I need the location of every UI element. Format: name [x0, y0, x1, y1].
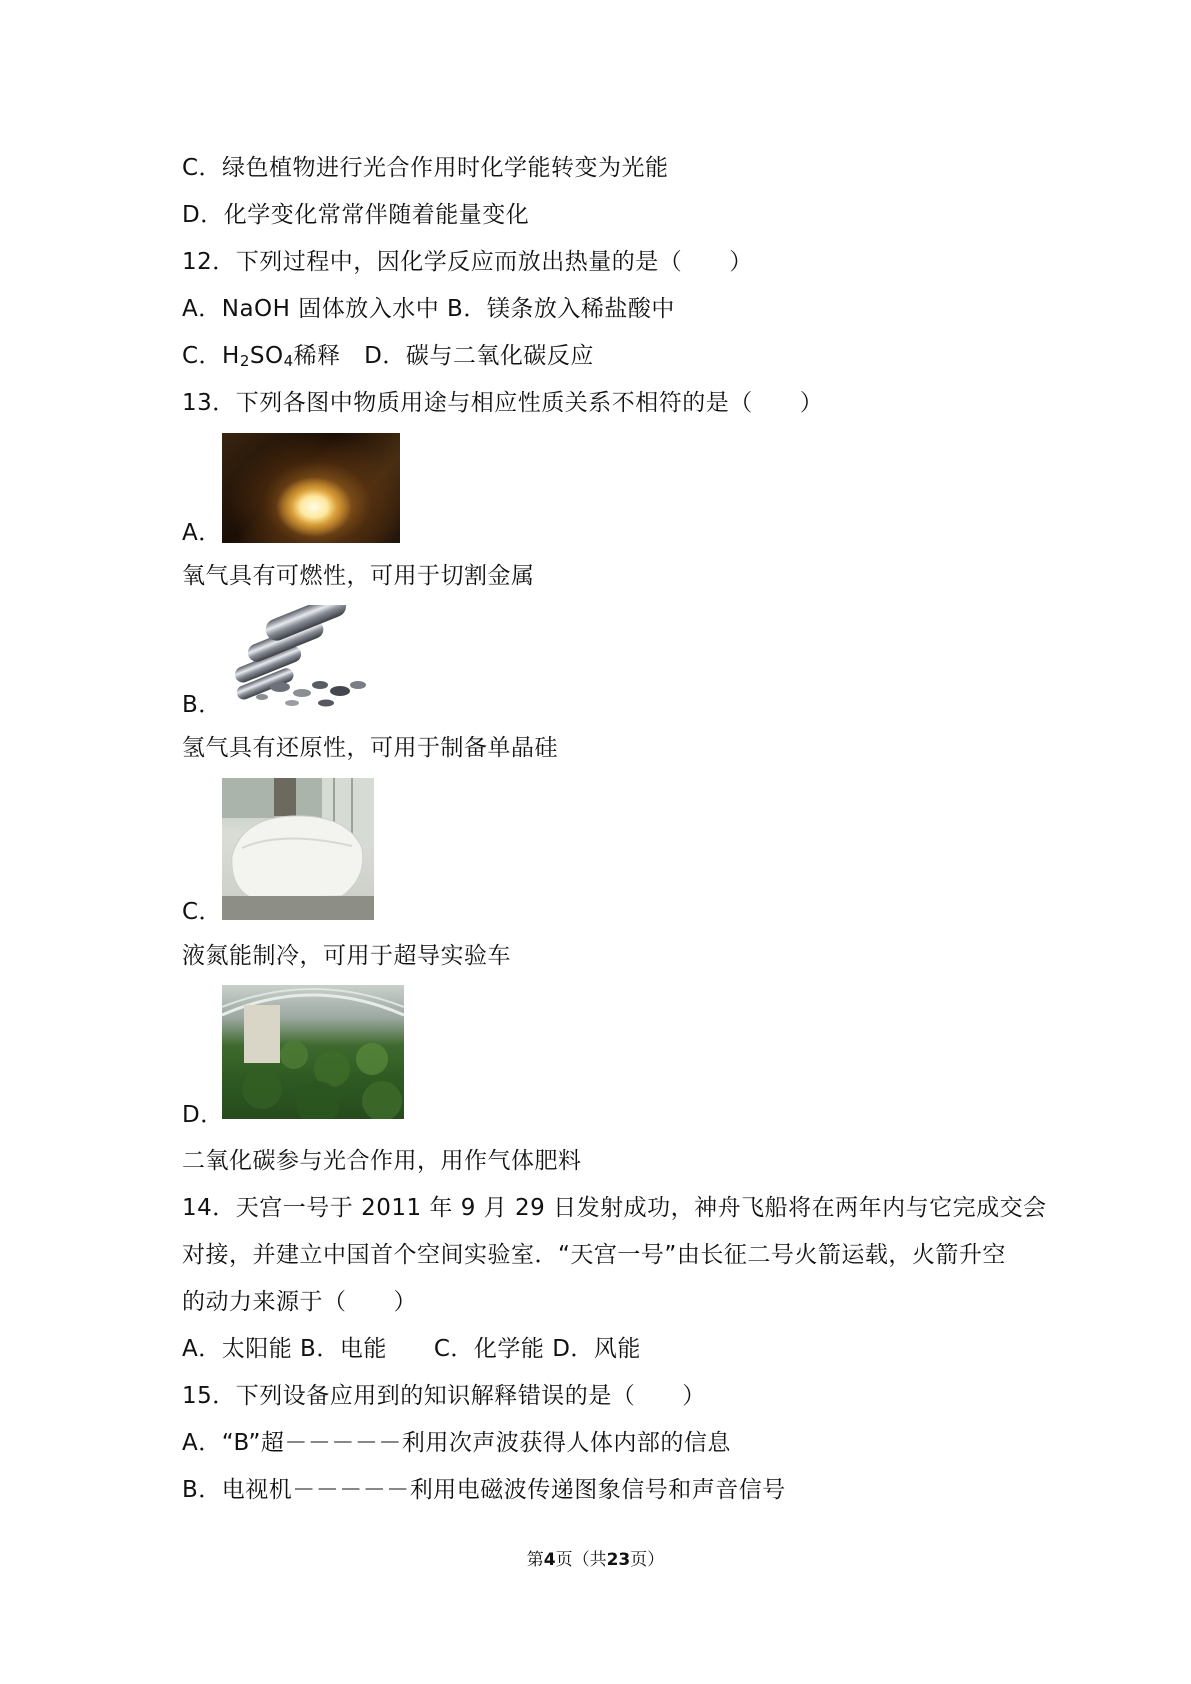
question-12-options-cd: C．$H_2SO_4$稀释 D．碳与二氧化碳反应 — [182, 343, 594, 370]
question-13-option-d-text: 二氧化碳参与光合作用，用作气体肥料 — [182, 1148, 582, 1174]
question-14-line-2: 对接，并建立中国首个空间实验室．“天宫一号”由长征二号火箭运载，火箭升空 — [182, 1242, 1006, 1268]
question-13-option-a-text: 氧气具有可燃性，可用于切割金属 — [182, 563, 535, 589]
cutting-metal-sparks-image — [222, 433, 400, 543]
question-13: 13．下列各图中物质用途与相应性质关系不相符的是（ ） — [182, 390, 824, 416]
question-14-options: A．太阳能 B．电能 C．化学能 D．风能 — [182, 1336, 641, 1362]
question-13-option-c-label: C． — [182, 899, 223, 925]
current-page-number: 4 — [543, 1550, 556, 1570]
question-13-option-c-text: 液氮能制冷，可用于超导实验车 — [182, 943, 511, 969]
greenhouse-image — [222, 985, 404, 1119]
question-14-line-3: 的动力来源于（ ） — [182, 1289, 417, 1315]
question-12: 12．下列过程中，因化学反应而放出热量的是（ ） — [182, 249, 753, 275]
question-13-option-b-text: 氢气具有还原性，可用于制备单晶硅 — [182, 735, 558, 761]
question-15-option-b: B．电视机－－－－－利用电磁波传递图象信号和声音信号 — [182, 1477, 786, 1503]
question-15-option-a: A．“B”超－－－－－利用次声波获得人体内部的信息 — [182, 1430, 731, 1456]
question-13-option-b-label: B． — [182, 692, 222, 718]
question-15: 15．下列设备应用到的知识解释错误的是（ ） — [182, 1383, 706, 1409]
page-footer: 第4页（共23页） — [526, 1550, 665, 1570]
question-12-options-ab: A．NaOH 固体放入水中 B．镁条放入稀盐酸中 — [182, 296, 675, 322]
option-d-q11: D．化学变化常常伴随着能量变化 — [182, 202, 530, 228]
question-14-line-1: 14．天宫一号于 2011 年 9 月 29 日发射成功，神舟飞船将在两年内与它完成交会 — [182, 1195, 1047, 1221]
silicon-rods-image — [222, 605, 382, 715]
option-c-q11: C．绿色植物进行光合作用时化学能转变为光能 — [182, 155, 669, 181]
superconducting-car-image — [222, 778, 374, 920]
question-13-option-d-label: D． — [182, 1102, 224, 1128]
question-13-option-a-label: A． — [182, 520, 222, 546]
total-page-number: 23 — [606, 1550, 631, 1570]
